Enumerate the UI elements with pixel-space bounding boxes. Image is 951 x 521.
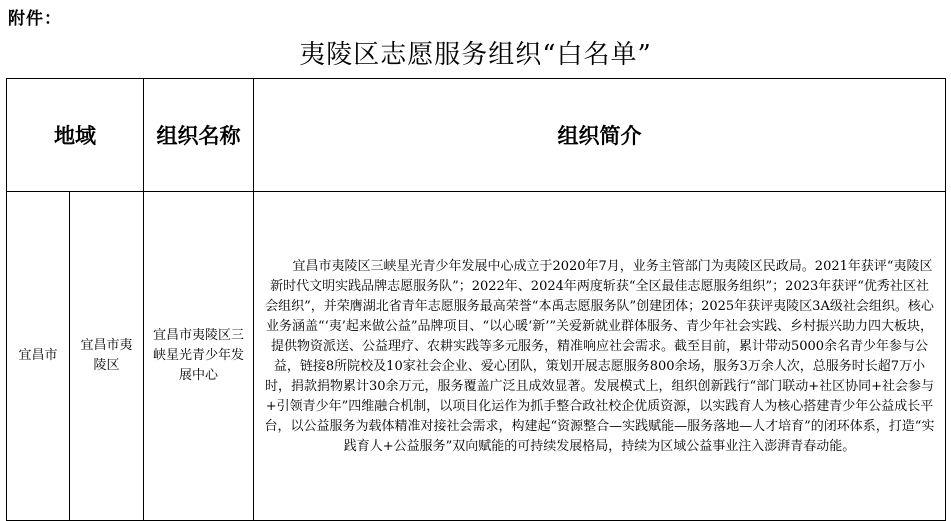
city-cell: 宜昌市	[7, 192, 70, 521]
attachment-label: 附件：	[8, 9, 62, 29]
table-header-row	[7, 79, 946, 192]
page-title: 夷陵区志愿服务组织“白名单”	[299, 40, 652, 70]
column-header-region: 地域	[7, 79, 144, 192]
org-name-cell: 宜昌市夷陵区三峡星光青少年发展中心	[144, 192, 254, 521]
column-header-org-intro: 组织简介	[254, 79, 946, 192]
table-row	[7, 192, 946, 521]
district-cell: 宜昌市夷陵区	[70, 192, 144, 521]
whitelist-table	[6, 78, 946, 521]
org-intro-cell: 宜昌市夷陵区三峡星光青少年发展中心成立于2020年7月，业务主管部门为夷陵区民政局。2021年获评“夷陵区新时代文明实践品牌志愿服务队”；2022年、2024年两度斩获“全区最佳志愿服务组织”；2023年获评“优秀社区社会组织”，并荣膺湖北省青年志愿服务最高荣誉“本禹志愿服务队”创建团体；2025年获评夷陵区3A级社会组织。核心业务涵盖“‘夷’起来做公益”品牌项目、“以心暖‘新’”关爱新就业群体服务、青少年社会实践、乡村振兴助力四大板块，提供物资派送、公益理疗、农耕实践等多元服务，精准响应社会需求。截至目前，累计带动5000余名青少年参与公益，链接8所院校及10家社会企业、爱心团队，策划开展志愿服务800余场，服务3万余人次，总服务时长超7万小时，捐款捐物累计30余万元，服务覆盖广泛且成效显著。发展模式上，组织创新践行“部门联动+社区协同+社会参与+引领青少年”四维融合机制，以项目化运作为抓手整合政社校企优质资源，以实践育人为核心搭建青少年公益成长平台，以公益服务为载体精准对接社会需求，构建起“资源整合—实践赋能—服务落地—人才培育”的闭环体系，打造“实践育人+公益服务”双向赋能的可持续发展格局，持续为区域公益事业注入澎湃青春动能。	[254, 192, 946, 521]
column-header-org-name: 组织名称	[144, 79, 254, 192]
